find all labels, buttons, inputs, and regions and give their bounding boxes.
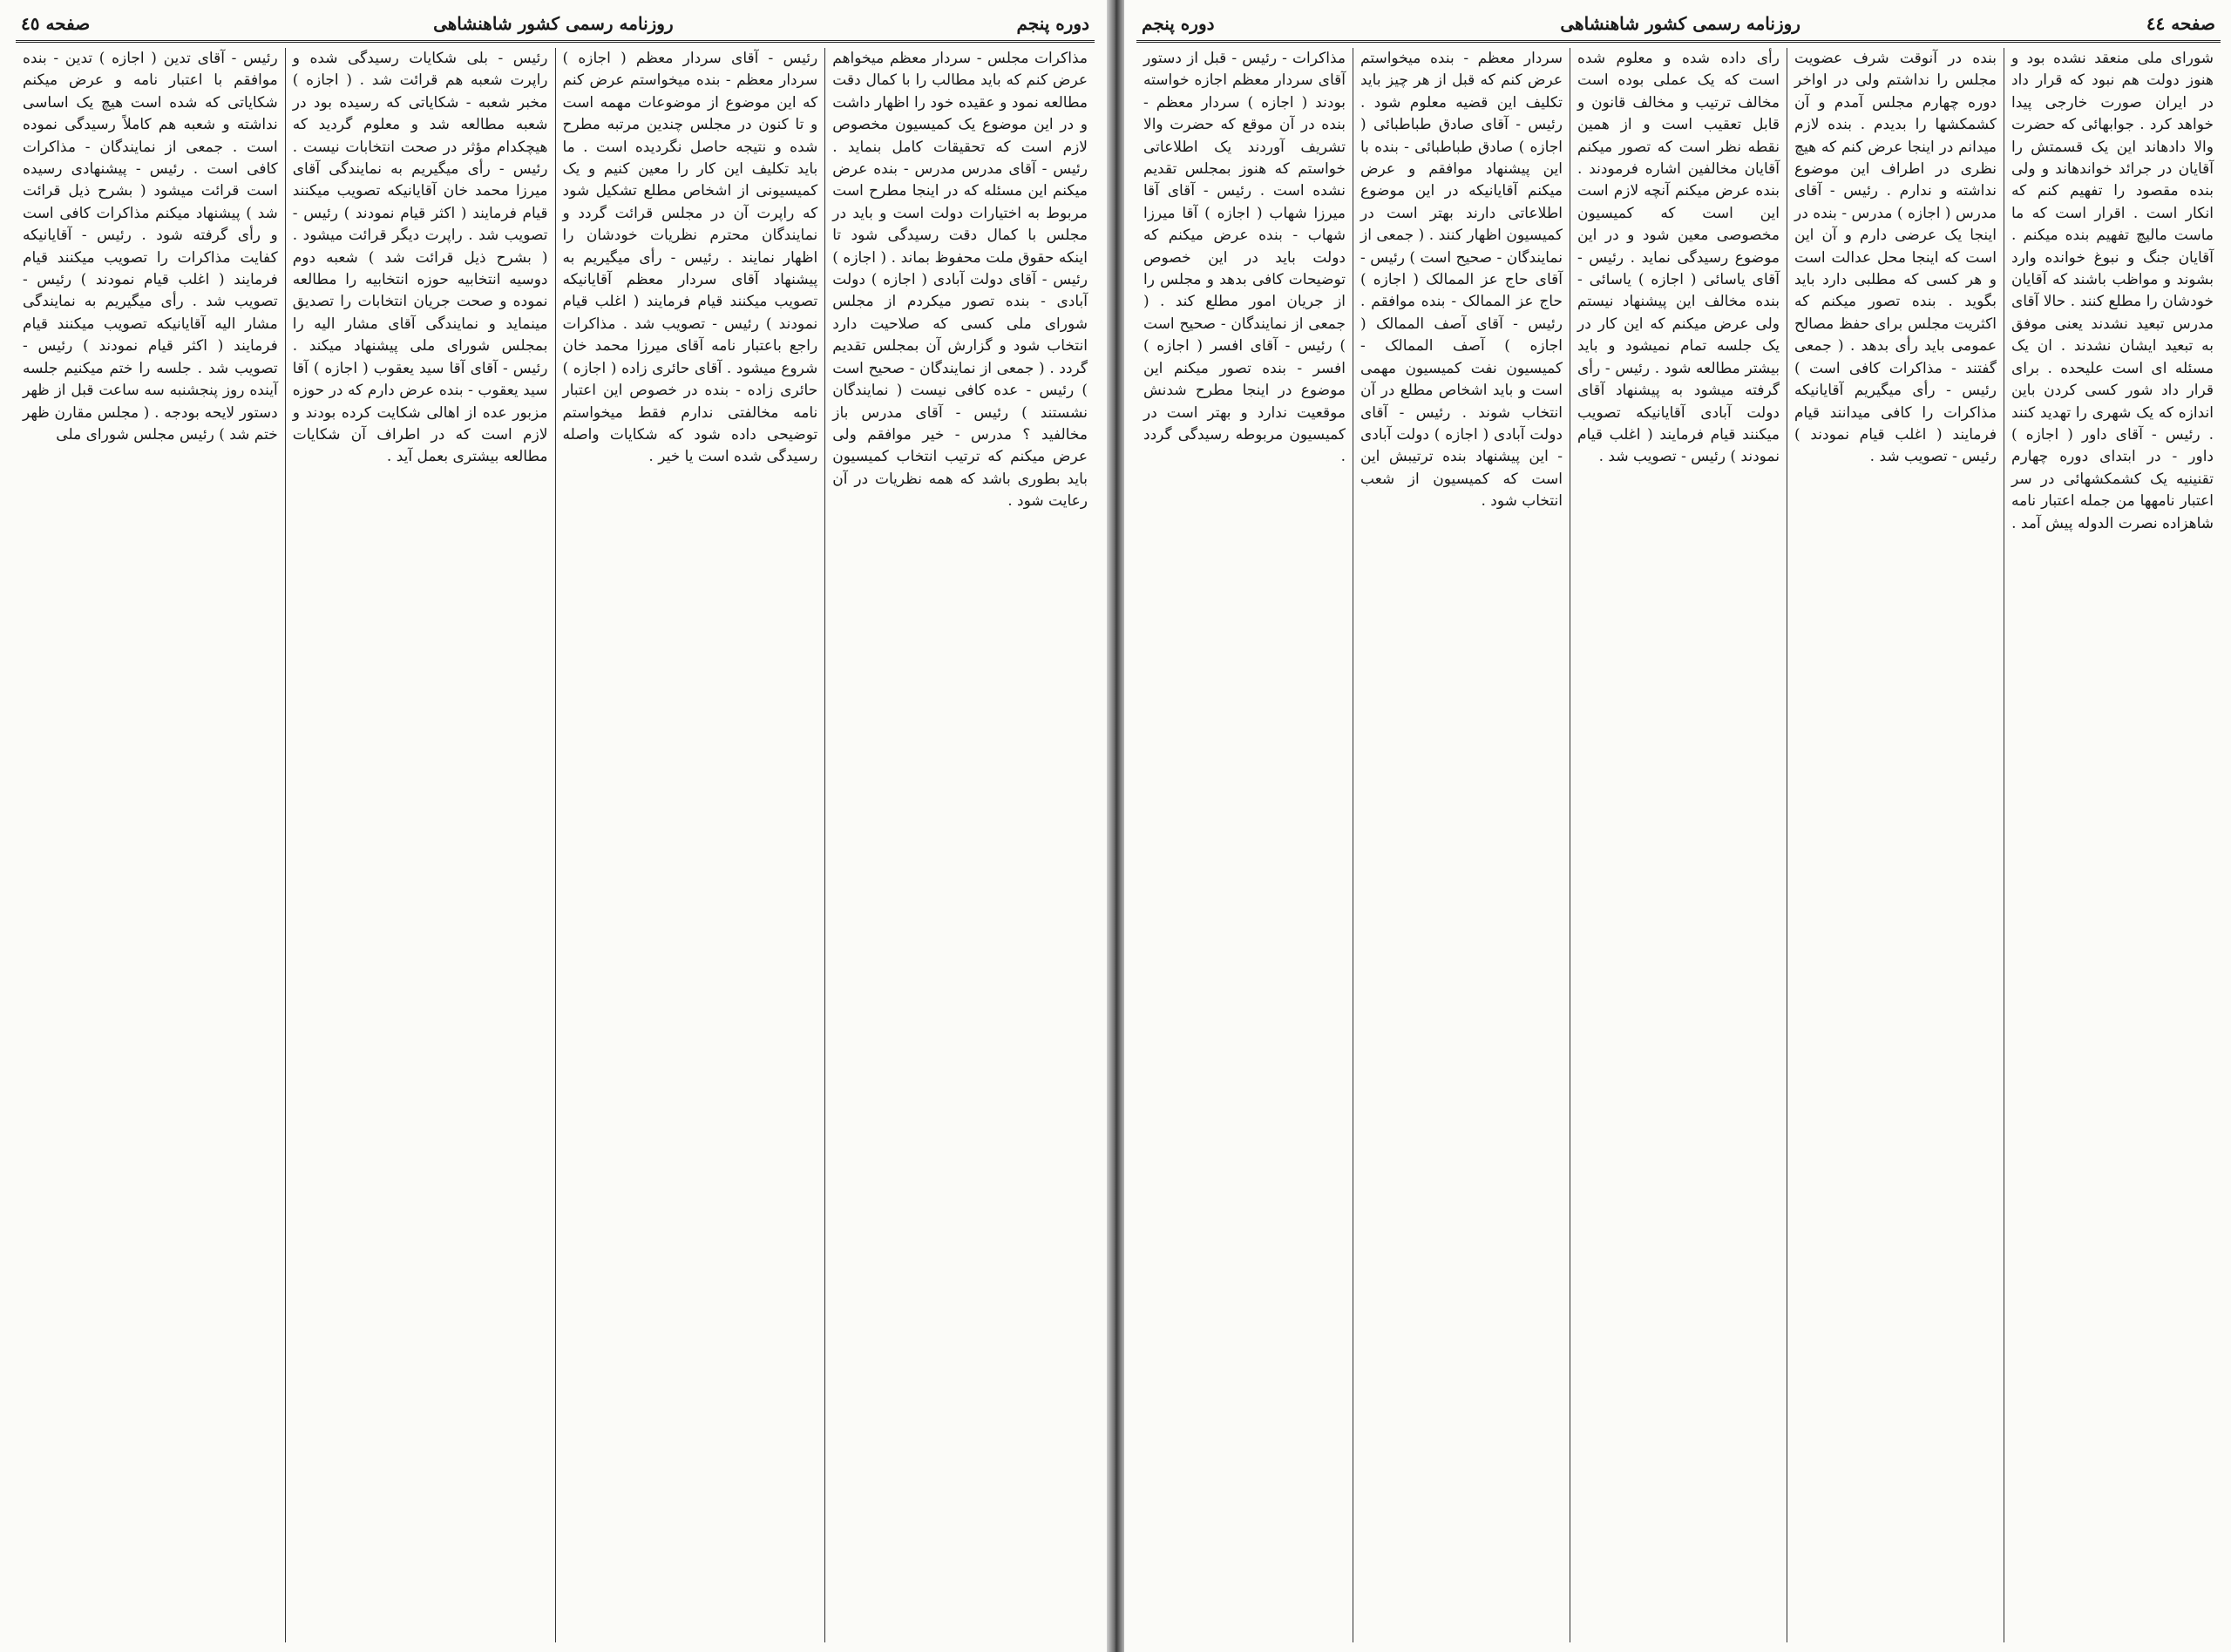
column-text: مذاکرات - رئیس - قبل از دستور آقای سردار معظم اجازه خواسته بودند ( اجازه ) سردار معظم - بنده در آن موقع که حضرت والا تشریف آوردند یک اطلاعاتی خواستم که هنوز بمجلس تقدیم نشده است . رئیس - آقای آقا میرزا شهاب ( اجازه ) آقا میرزا شهاب - بنده عرض میکنم که دولت باید در این خصوص توضیحات کافی بدهد و مجلس را از جریان امور مطلع کند . ( جمعی از نمایندگان - صحیح است ) رئیس - آقای افسر ( اجازه ) افسر - بنده تصور میکنم این موضوع در اینجا مطرح شدنش موقعیت ندارد و بهتر است در کمیسیون مربوطه رسیدگی گردد . — [1143, 50, 1346, 466]
right-column-5 — [1136, 48, 1353, 1642]
left-page-number: صفحه ٤٥ — [21, 13, 91, 34]
left-gazette-title: روزنامه رسمی کشور شاهنشاهی — [433, 13, 674, 34]
right-column-4 — [1353, 48, 1570, 1642]
column-text: رئیس - بلی شکایات رسیدگی شده و راپرت شعبه هم قرائت شد . ( اجازه ) مخبر شعبه - شکایاتی که رسیده بود در شعبه مطالعه شد و معلوم گردید که هیچکدام مؤثر در صحت انتخابات نیست . رئیس - رأی میگیریم به نمایندگی آقای میرزا محمد خان آقایانیکه تصویب میکنند قیام فرمایند ( اکثر قیام نمودند ) رئیس - تصویب شد . راپرت دیگر قرائت میشود . ( بشرح ذیل قرائت شد ) شعبه دوم دوسیه انتخابیه حوزه انتخابیه را مطالعه نموده و صحت جریان انتخابات را تصدیق مینماید و نمایندگی آقای مشار الیه را بمجلس شورای ملی پیشنهاد میکند . رئیس - آقای آقا سید یعقوب ( اجازه ) آقا سید یعقوب - بنده عرض دارم که در حوزه مزبور عده از اهالی شکایت کرده بودند و لازم است که در اطراف آن شکایات مطالعه بیشتری بعمل آید . — [292, 50, 548, 466]
left-page — [0, 0, 1107, 1652]
left-page-columns — [16, 48, 1095, 1642]
left-period-label: دوره پنجم — [1016, 13, 1089, 34]
column-text: سردار معظم - بنده میخواستم عرض کنم که قبل از هر چیز باید تکلیف این قضیه معلوم شود . رئیس - آقای صادق طباطبائی ( اجازه ) صادق طباطبائی - بنده با این پیشنهاد موافقم و عرض میکنم آقایانیکه در این موضوع اطلاعاتی دارند بهتر است در کمیسیون اظهار کنند . ( جمعی از نمایندگان - صحیح است ) رئیس - آقای حاج عز الممالک ( اجازه ) حاج عز الممالک - بنده موافقم . رئیس - آقای آصف الممالک ( اجازه ) آصف الممالک - کمیسیون نفت کمیسیون مهمی است و باید اشخاص مطلع در آن انتخاب شوند . رئیس - آقای دولت آبادی ( اجازه ) دولت آبادی - این پیشنهاد بنده ترتیبش این است که کمیسیون از شعب انتخاب شود . — [1360, 50, 1563, 511]
page-gutter — [1107, 0, 1124, 1652]
column-text: رئیس - آقای تدین ( اجازه ) تدین - بنده موافقم با اعتبار نامه و عرض میکنم شکایاتی که شده است هیچ یک اساسی نداشته و شعبه هم کاملاً رسیدگی نموده است . جمعی از نمایندگان - مذاکرات کافی است . رئیس - پیشنهادی رسیده است قرائت میشود ( بشرح ذیل قرائت شد ) پیشنهاد میکنم مذاکرات کافی است و رأی گرفته شود . رئیس - آقایانیکه کفایت مذاکرات را تصویب میکنند قیام فرمایند ( اغلب قیام نمودند ) رئیس - تصویب شد . رأی میگیریم به نمایندگی مشار الیه آقایانیکه تصویب میکنند قیام فرمایند ( اکثر قیام نمودند ) رئیس - تصویب شد . جلسه را ختم میکنیم جلسه آینده روز پنجشنبه سه ساعت قبل از ظهر دستور لایحه بودجه . ( مجلس مقارن ظهر ختم شد ) رئیس مجلس شورای ملی — [23, 50, 278, 443]
right-column-3 — [1570, 48, 1787, 1642]
left-column-1 — [825, 48, 1095, 1642]
column-text: شورای ملی منعقد نشده بود و هنوز دولت هم نبود که قرار داد در ایران صورت خارجی پیدا خواهد کرد . جوابهائی که حضرت والا دادهاند این یک قسمتش را آقایان در جرائد خواندهاند و ولی بنده مقصود را تفهیم کنم که انکار است . اقرار است که ما ماست مالیچ تفهیم بنده میکنم . آقایان جنگ و نبوغ خوانده وارد بشوند و مواظب باشند که آقایان خودشان را مطلع کنند . حالا آقای مدرس تبعید نشدند یعنی موفق به تبعید ایشان نشدند . ان یک مسئله ای است علیحده . برای قرار داد شور کسی کردن باین اندازه که یک شهری را تهدید کنند . رئیس - آقای داور ( اجازه ) داور - در ابتدای دوره چهارم تقنینیه یک کشمکشهائی در سر اعتبار نامهها من جمله اعتبار نامه شاهزاده نصرت الدوله پیش آمد . — [2011, 50, 2214, 532]
column-text: رئیس - آقای سردار معظم ( اجازه ) سردار معظم - بنده میخواستم عرض کنم که این موضوع از موضوعات مهمه است و تا کنون در مجلس چندین مرتبه مطرح شده و نتیجه حاصل نگردیده است . ما باید تکلیف این کار را معین کنیم و یک کمیسیونی از اشخاص مطلع تشکیل شود که راپرت آن در مجلس قرائت گردد و نمایندگان محترم نظریات خودشان را اظهار نمایند . رئیس - رأی میگیریم به پیشنهاد آقای سردار معظم آقایانیکه تصویب میکنند قیام فرمایند ( اغلب قیام نمودند ) رئیس - تصویب شد . مذاکرات راجع باعتبار نامه آقای میرزا محمد خان شروع میشود . آقای حائری زاده ( اجازه ) حائری زاده - بنده در خصوص این اعتبار نامه مخالفتی ندارم فقط میخواستم توضیحی داده شود که شکایات واصله رسیدگی شده است یا خیر . — [562, 50, 818, 466]
right-page — [1124, 0, 2231, 1652]
column-text: رأی داده شده و معلوم شده است که یک عملی بوده است مخالف ترتیب و مخالف قانون و قابل تعقیب است و از همین نقطه نظر است که تصور میکنم آقایان مخالفین اشاره فرمودند . بنده عرض میکنم آنچه لازم است این است که کمیسیون مخصوصی معین شود و در این موضوع رسیدگی نماید . رئیس - آقای یاسائی ( اجازه ) یاسائی - بنده مخالف این پیشنهاد نیستم ولی عرض میکنم که این کار در یک جلسه تمام نمیشود و باید بیشتر مطالعه شود . رئیس - رأی گرفته میشود به پیشنهاد آقای دولت آبادی آقایانیکه تصویب میکنند قیام فرمایند ( اغلب قیام نمودند ) رئیس - تصویب شد . — [1577, 50, 1780, 466]
column-text: مذاکرات مجلس - سردار معظم میخواهم عرض کنم که باید مطالب را با کمال دقت مطالعه نمود و عقیده خود را اظهار داشت و در این موضوع یک کمیسیون مخصوص لازم است که تحقیقات کامل بنماید . رئیس - آقای مدرس مدرس - بنده عرض میکنم این مسئله که در اینجا مطرح است مربوط به اختیارات دولت است و باید در مجلس با کمال دقت رسیدگی شود تا اینکه حقوق ملت محفوظ بماند . ( اجازه ) رئیس - آقای دولت آبادی ( اجازه ) دولت آبادی - بنده تصور میکردم از مجلس شورای ملی کسی که صلاحیت دارد انتخاب شود و گزارش آن بمجلس تقدیم گردد . ( جمعی از نمایندگان - صحیح است ) رئیس - عده کافی نیست ( نمایندگان نشستند ) رئیس - آقای مدرس باز مخالفید ؟ مدرس - خیر موافقم ولی عرض میکنم که ترتیب انتخاب کمیسیون باید بطوری باشد که همه نظریات در آن رعایت شود . — [832, 50, 1088, 511]
right-page-number: صفحه ٤٤ — [2146, 13, 2215, 34]
left-column-3 — [286, 48, 556, 1642]
left-page-header — [16, 7, 1095, 43]
right-period-label: دوره پنجم — [1142, 13, 1215, 34]
left-column-2 — [556, 48, 826, 1642]
right-column-2 — [1787, 48, 2004, 1642]
right-page-columns — [1136, 48, 2221, 1642]
left-column-4 — [16, 48, 286, 1642]
right-page-header — [1136, 7, 2221, 43]
column-text: بنده در آنوقت شرف عضویت مجلس را نداشتم ولی در اواخر دوره چهارم مجلس آمدم و آن کشمکشها را بدیدم . بنده لازم میدانم در اینجا عرض کنم که هیچ نظری در اطراف این موضوع نداشته و ندارم . رئیس - آقای مدرس ( اجازه ) مدرس - بنده در اینجا یک عرضی دارم و آن این است که اینجا محل عدالت است و هر کسی که مطلبی دارد باید بگوید . بنده تصور میکنم که اکثریت مجلس برای حفظ مصالح عمومی باید رأی بدهد . ( جمعی گفتند - مذاکرات کافی است ) رئیس - رأی میگیریم آقایانیکه مذاکرات را کافی میدانند قیام فرمایند ( اغلب قیام نمودند ) رئیس - تصویب شد . — [1794, 50, 1997, 466]
right-gazette-title: روزنامه رسمی کشور شاهنشاهی — [1560, 13, 1800, 34]
right-column-1 — [2004, 48, 2221, 1642]
